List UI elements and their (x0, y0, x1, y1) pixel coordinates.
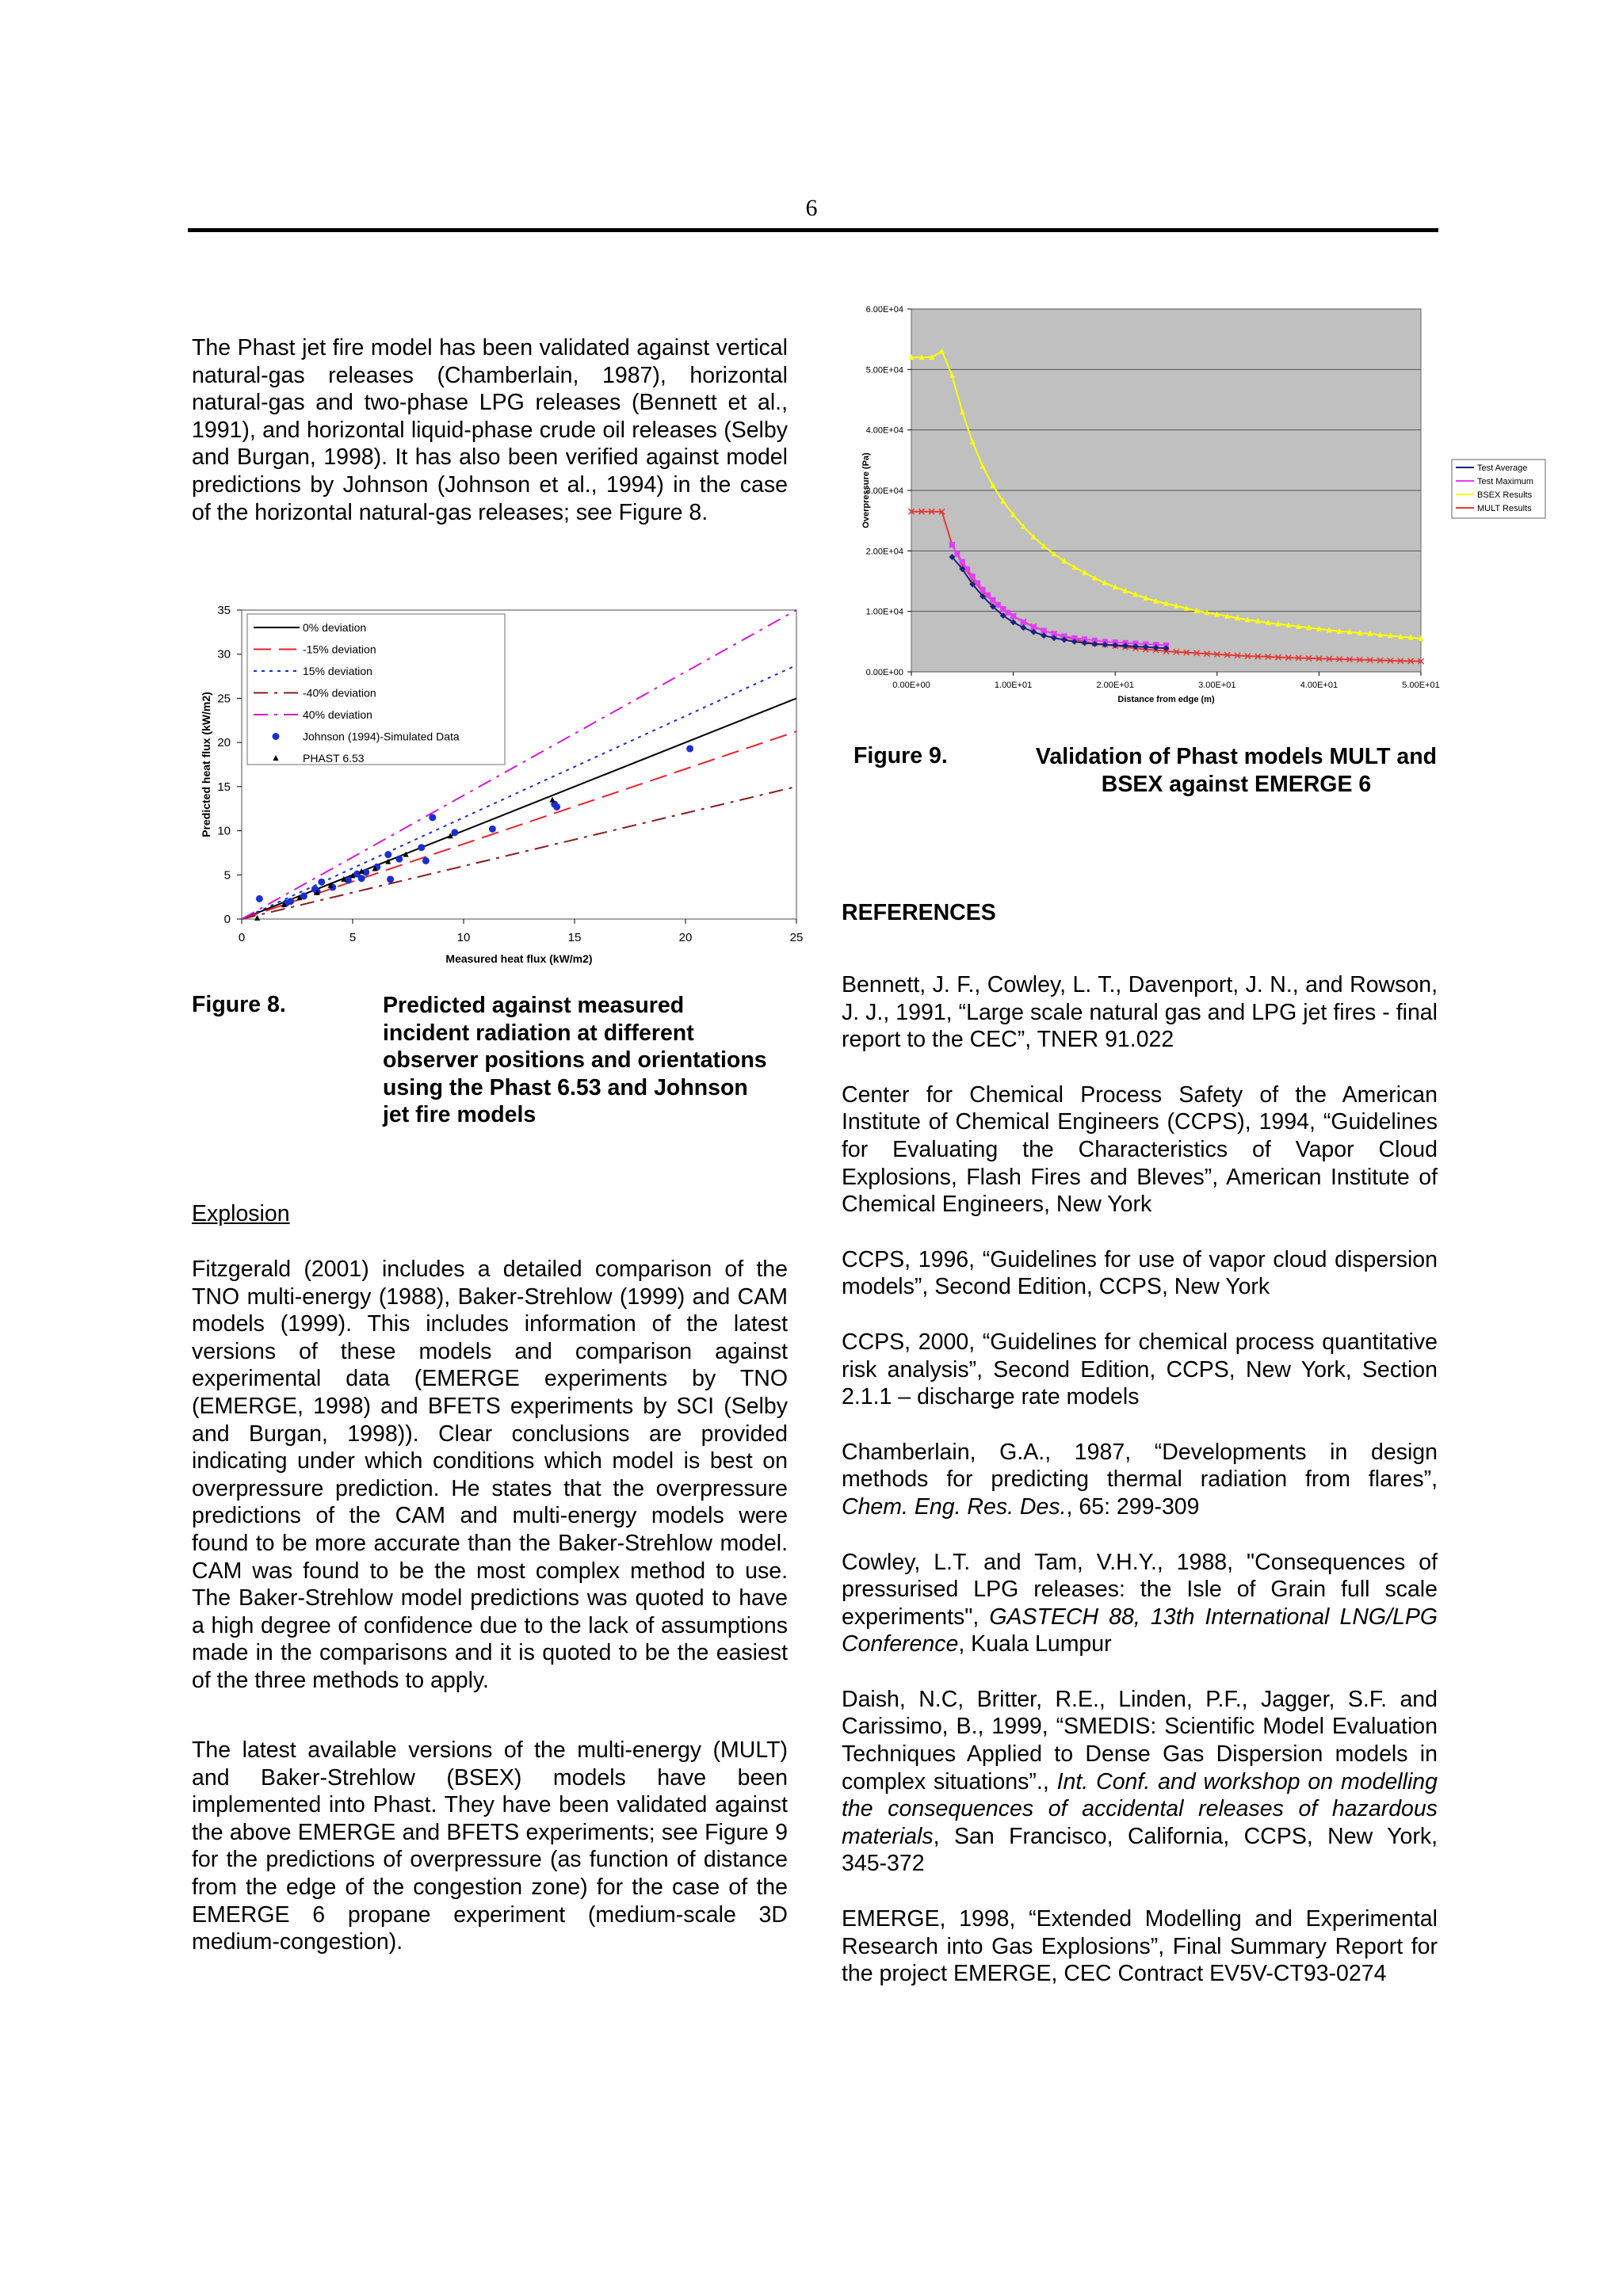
y-tick-label: 5 (223, 868, 231, 883)
legend-label: Johnson (1994)-Simulated Data (303, 730, 460, 743)
figure9-caption: Validation of Phast models MULT and BSEX against EMERGE 6 (1035, 744, 1438, 797)
data-point (422, 857, 430, 864)
reference-text: , Kuala Lumpur (958, 1631, 1112, 1657)
x-axis-label: Measured heat flux (kW/m2) (445, 952, 593, 965)
legend-label: -15% deviation (303, 643, 376, 656)
legend (247, 614, 505, 765)
y-tick-label: 15 (217, 780, 231, 794)
reference-item (842, 1439, 1438, 1521)
page-number: 6 (805, 195, 818, 221)
legend-label: 15% deviation (303, 665, 372, 677)
data-point (318, 879, 325, 886)
legend-label: -40% deviation (303, 686, 376, 700)
y-tick-label: 6.00E+04 (865, 305, 903, 315)
legend (1452, 460, 1545, 518)
figure8-caption: Predicted against measured incident radiation at different observer positions and orientations using the Phast 6.53 and Johnson jet fire models (383, 993, 767, 1128)
x-tick-label: 15 (567, 931, 582, 944)
y-tick-label: 30 (217, 647, 231, 662)
legend-label: MULT Results (1477, 504, 1532, 513)
x-tick-label: 2.00E+01 (1096, 681, 1134, 690)
data-point (954, 551, 960, 557)
x-tick-label: 0.00E+00 (892, 681, 930, 690)
reference-text: , San Francisco, California, CCPS, New York, 345-372 (842, 1823, 1438, 1877)
data-point (985, 593, 991, 598)
y-axis-label: Predicted heat flux (kW/m2) (200, 692, 212, 837)
y-tick-label: 20 (217, 736, 231, 750)
legend-label: 0% deviation (303, 621, 367, 634)
x-axis-label: Distance from edge (m) (1117, 695, 1215, 704)
explosion-paragraph-2: The latest available versions of the multi-energy (MULT) and Baker-Strehlow (BSEX) models have been implemented into Phast. They have been validated against the above EMERGE and BFETS experiments; see Figure 9 for the predictions of overpressure (as function of distance from the edge of the congestion zone) for the case of the EMERGE 6 propane experiment (medium-scale 3D medium-congestion). (192, 1737, 788, 1955)
y-tick-label: 0.00E+00 (865, 668, 903, 677)
reference-italic: Int. Conf. and workshop on modelling the consequences of accidental releases of hazardous materials (842, 1768, 1438, 1849)
reference-item: Center for Chemical Process Safety of the American Institute of Chemical Engineers (CCPS), 1994, “Guidelines for Evaluating the Characteristics of Vapor Cloud Explosions, Flash Fires and Bleves”, American Institute of Chemical Engineers, New York (842, 1081, 1438, 1218)
data-point (975, 580, 980, 585)
data-point (949, 542, 955, 547)
legend-swatch (273, 733, 280, 740)
reference-item: CCPS, 1996, “Guidelines for use of vapor cloud dispersion models”, Second Edition, CCPS, New York (842, 1246, 1438, 1300)
legend-label: Test Average (1477, 463, 1528, 473)
x-tick-label: 3.00E+01 (1198, 681, 1236, 690)
x-tick-label: 10 (456, 931, 471, 944)
intro-paragraph: The Phast jet fire model has been validated against vertical natural-gas releases (Chamberlain, 1987), horizontal natural-gas and two-phase LPG releases (Bennett et al., 1991), and horizontal liquid-phase crude oil releases (Selby and Burgan, 1998). It has also been verified against model predictions by Johnson (Johnson et al., 1994) in the case of the horizontal natural-gas releases; see Figure 8. (192, 335, 788, 525)
y-tick-label: 4.00E+04 (865, 425, 903, 436)
references-list (842, 971, 1438, 2016)
data-point (553, 803, 560, 810)
figure8-label: Figure 8. (192, 992, 286, 1017)
reference-item: Bennett, J. F., Cowley, L. T., Davenport, J. N., and Rowson, J. J., 1991, “Large scale natural gas and LPG jet fires - final report to the CEC”, TNER 91.022 (842, 972, 1438, 1053)
data-point (418, 844, 425, 851)
reference-italic: GASTECH 88, 13th International LNG/LPG Conference (842, 1604, 1438, 1657)
data-point (980, 587, 986, 593)
x-tick-label: 25 (789, 931, 804, 944)
x-tick-label: 4.00E+01 (1300, 681, 1338, 690)
figure8-chart (190, 594, 808, 982)
figure9-chart (856, 301, 1553, 713)
reference-text: Chamberlain, G.A., 1987, “Developments in design methods for predicting thermal radiation from flares”, (842, 1439, 1438, 1493)
reference-item (842, 1686, 1438, 1878)
data-point (1000, 606, 1006, 612)
data-point (395, 856, 403, 863)
y-tick-label: 35 (217, 604, 231, 617)
explosion-paragraph-1: Fitzgerald (2001) includes a detailed comparison of the TNO multi-energy (1988), Baker-Strehlow (1999) and CAM models (1999). This includes information of the latest versions of these models and comparison against experimental data (EMERGE experiments by TNO (EMERGE, 1998) and BFETS experiments by SCI (Selby and Burgan, 1998)). Clear conclusions are provided indicating under which conditions which model is best on overpressure prediction. He states that the overpressure predictions of the CAM and multi-energy models were found to be more accurate than the Baker-Strehlow model. CAM was found to be the most complex method to use. The Baker-Strehlow model predictions was quoted to have a high degree of confidence due to the lack of assumptions made in the comparisons and it is quoted to be the easiest of the three methods to apply. (192, 1257, 788, 1693)
data-point (1010, 613, 1016, 619)
reference-text: Daish, N.C, Britter, R.E., Linden, P.F., Jagger, S.F. and Carissimo, B., 1999, “SMEDIS: Scientific Model Evaluation Techniques Applied to Dense Gas Dispersion models in complex situations”., (842, 1686, 1438, 1794)
x-tick-label: 0 (238, 931, 246, 944)
data-point (384, 851, 391, 858)
y-tick-label: 1.00E+04 (865, 607, 903, 617)
data-point (995, 602, 1001, 608)
y-tick-label: 10 (217, 824, 231, 838)
y-tick-label: 0 (223, 913, 231, 926)
legend-label: BSEX Results (1477, 490, 1533, 500)
x-tick-label: 20 (678, 931, 693, 944)
legend-label: Test Maximum (1477, 477, 1533, 486)
explosion-heading: Explosion (192, 1201, 290, 1226)
x-tick-label: 5.00E+01 (1402, 681, 1440, 690)
reference-text: , 65: 299-309 (1066, 1493, 1200, 1520)
reference-italic: Chem. Eng. Res. Des. (842, 1493, 1067, 1520)
data-point (960, 559, 965, 565)
data-point (451, 829, 458, 836)
y-tick-label: 5.00E+04 (865, 365, 903, 376)
reference-item: CCPS, 2000, “Guidelines for chemical process quantitative risk analysis”, Second Edition, CCPS, New York, Section 2.1.1 – discharge rate models (842, 1329, 1438, 1410)
references-heading: REFERENCES (842, 900, 996, 925)
data-point (1021, 620, 1026, 625)
reference-item (842, 1549, 1438, 1658)
data-point (686, 745, 693, 752)
y-tick-label: 3.00E+04 (865, 486, 903, 496)
legend-label: PHAST 6.53 (303, 752, 365, 765)
reference-text: Cowley, L.T. and Tam, V.H.Y., 1988, "Consequences of pressurised LPG releases: the Isle of Grain full scale experiments", (842, 1549, 1438, 1630)
data-point (429, 814, 436, 821)
data-point (358, 875, 365, 882)
data-point (990, 597, 995, 603)
figure9-label: Figure 9. (854, 743, 948, 769)
data-point (1006, 610, 1011, 616)
x-tick-label: 1.00E+01 (994, 681, 1033, 690)
x-tick-label: 5 (349, 931, 357, 944)
header-rule (188, 228, 1438, 232)
legend-label: 40% deviation (303, 708, 372, 721)
y-axis-label: Overpressure (Pa) (861, 452, 871, 528)
y-tick-label: 25 (217, 692, 231, 706)
data-point (489, 826, 496, 833)
data-point (970, 574, 976, 579)
data-point (387, 875, 394, 883)
data-point (256, 895, 263, 902)
y-tick-label: 2.00E+04 (865, 547, 903, 557)
reference-item: EMERGE, 1998, “Extended Modelling and Experimental Research into Gas Explosions”, Final Summary Report for the project EMERGE, CEC Contract EV5V-CT93-0274 (842, 1906, 1438, 1987)
